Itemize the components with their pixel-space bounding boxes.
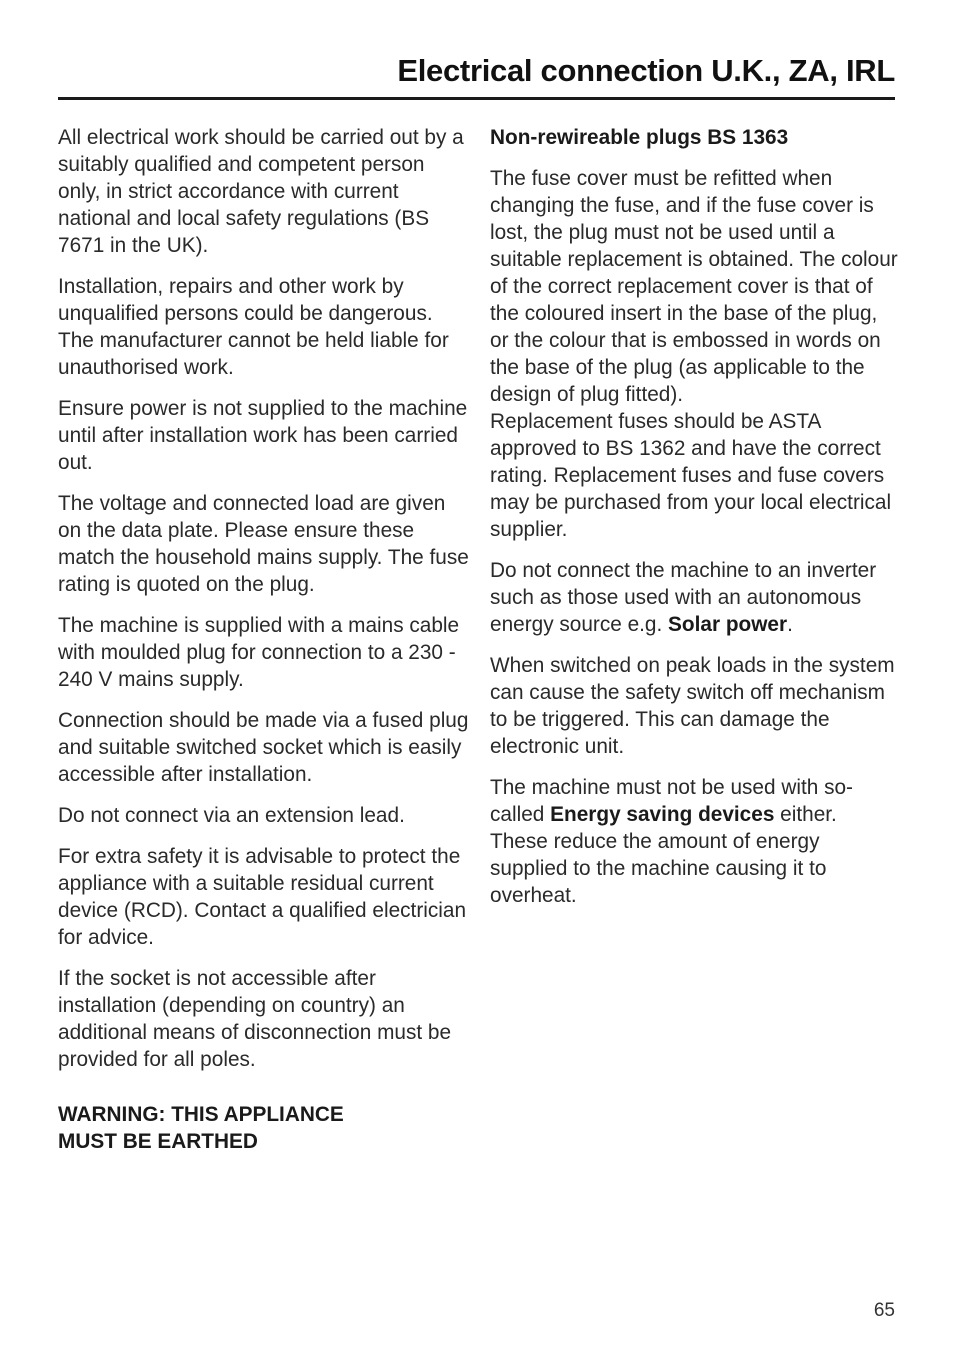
energy-saving-emphasis: Energy saving devices (550, 803, 775, 826)
solar-power-emphasis: Solar power (668, 613, 788, 636)
left-column (58, 124, 470, 1169)
energy-saving-text-end: either. These reduce the amount of energy supplied to the machine causing it to overheat. (490, 803, 837, 907)
paragraph-power-supply: Ensure power is not supplied to the machine until after installation work has been carried out. (58, 397, 468, 474)
paragraph-energy-saving (490, 774, 900, 909)
paragraph-peak-loads: When switched on peak loads in the system can cause the safety switch off mechanism to be triggered. This can damage the electronic unit. (490, 654, 895, 758)
earthing-warning-line1: WARNING: THIS APPLIANCE (58, 1103, 344, 1126)
paragraph-qualified-person: All electrical work should be carried out by a suitably qualified and competent person only, in strict accordance with current national and local safety regulations (BS 7671 in the UK). (58, 126, 464, 257)
earthing-warning (58, 1101, 470, 1155)
page-number: 65 (873, 1300, 895, 1321)
inverter-text-end: . (787, 613, 793, 636)
energy-saving-text: The machine must not be used with so-called (490, 776, 853, 826)
paragraph-rcd: For extra safety it is advisable to protect the appliance with a suitable residual current device (RCD). Contact a qualified electrician for advice. (58, 845, 467, 949)
paragraph-mains-cable: The machine is supplied with a mains cable with moulded plug for connection to a 230 - 240 V mains supply. (58, 614, 460, 691)
right-column (490, 124, 900, 923)
page-title: Electrical connection U.K., ZA, IRL (397, 53, 895, 88)
paragraph-fuse-cover: The fuse cover must be refitted when changing the fuse, and if the fuse cover is lost, the plug must not be used until a suitable replacement is obtained. The colour of the correct replacement cover is that of the coloured insert in the base of the plug, or the colour that is embossed in words on the base of the plug (as applicable to the design of plug fitted). (490, 167, 898, 406)
paragraph-voltage-load: The voltage and connected load are given on the data plate. Please ensure these match the household mains supply. The fuse rating is quoted on the plug. (58, 492, 469, 596)
paragraph-unqualified-work: Installation, repairs and other work by unqualified persons could be dangerous. The manufacturer cannot be held liable for unauthorised work. (58, 275, 449, 379)
paragraph-inverter (490, 557, 900, 638)
inverter-text: Do not connect the machine to an inverter such as those used with an autonomous energy source e.g. (490, 559, 877, 636)
title-divider (58, 97, 895, 100)
paragraph-disconnection: If the socket is not accessible after installation (depending on country) an additional means of disconnection must be provided for all poles. (58, 967, 452, 1071)
paragraph-replacement-fuses: Replacement fuses should be ASTA approved to BS 1362 and have the correct rating. Replacement fuses and fuse covers may be purchased from your local electrical supplier. (490, 410, 892, 541)
earthing-warning-line2: MUST BE EARTHED (58, 1130, 258, 1153)
section-heading-plugs: Non-rewireable plugs BS 1363 (490, 126, 789, 149)
paragraph-fused-plug: Connection should be made via a fused plug and suitable switched socket which is easily accessible after installation. (58, 709, 469, 786)
paragraph-extension-lead: Do not connect via an extension lead. (58, 804, 405, 827)
